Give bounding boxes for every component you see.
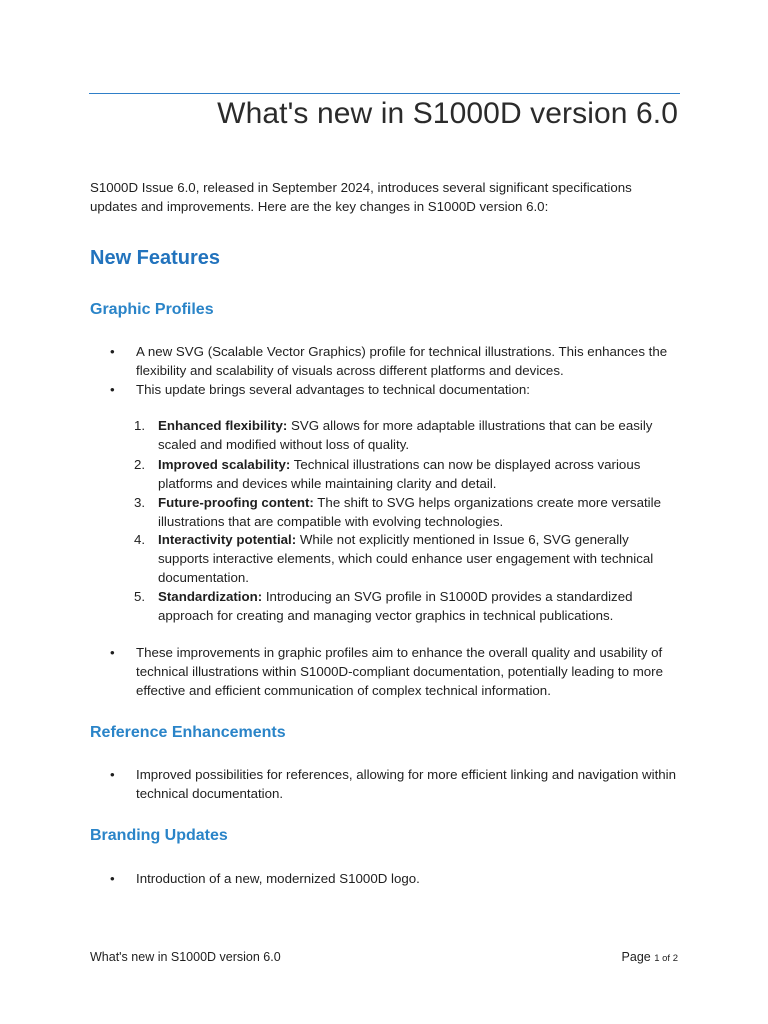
page-of: 1 of 2 bbox=[654, 953, 678, 964]
bullet-glyph: • bbox=[110, 382, 115, 397]
bullet-glyph: • bbox=[110, 645, 115, 660]
item-number: 3. bbox=[134, 495, 146, 510]
item-term: Enhanced flexibility: bbox=[158, 418, 288, 433]
item-text: Introducing an SVG profile in S1000D provides a standardized approach for creating and managing vector graphics in technical publications. bbox=[158, 589, 633, 624]
item-number: 2. bbox=[134, 457, 146, 472]
bullet-text: Improved possibilities for references, allowing for more efficient linking and navigation within technical documentation. bbox=[136, 767, 677, 801]
item-text: Technical illustrations can now be displayed across various platforms and devices while maintaining clarity and detail. bbox=[158, 457, 641, 492]
bullet-text: Introduction of a new, modernized S1000D logo. bbox=[136, 871, 420, 886]
bullet-glyph: • bbox=[110, 344, 115, 359]
document-title: What's new in S1000D version 6.0 bbox=[217, 97, 678, 130]
item-term: Future-proofing content: bbox=[158, 495, 314, 510]
title-rule bbox=[89, 93, 680, 94]
bullet-glyph: • bbox=[110, 767, 115, 782]
new-features-heading: New Features bbox=[90, 247, 221, 269]
bullet-text: A new SVG (Scalable Vector Graphics) profile for technical illustrations. This enhances the flexibility and scalability of visuals across different platforms and devices. bbox=[136, 344, 668, 378]
bullet-text: This update brings several advantages to technical documentation: bbox=[136, 382, 530, 397]
item-text: While not explicitly mentioned in Issue 6, SVG generally supports interactive elements, which could enhance user engagement with technical documentation. bbox=[158, 532, 654, 586]
item-text: The shift to SVG helps organizations create more versatile illustrations that are compatible with evolving technologies. bbox=[158, 495, 661, 530]
reference-enhancements-heading: Reference Enhancements bbox=[90, 724, 286, 741]
footer-title: What's new in S1000D version 6.0 bbox=[90, 950, 281, 964]
bullet-glyph: • bbox=[110, 871, 115, 886]
item-term: Improved scalability: bbox=[158, 457, 291, 472]
bullet-text: These improvements in graphic profiles aim to enhance the overall quality and usability of technical illustrations within S1000D-compliant documentation, potentially leading to more effective and efficient communication of complex technical information. bbox=[136, 645, 663, 698]
item-term: Interactivity potential: bbox=[158, 532, 297, 547]
item-number: 4. bbox=[134, 532, 146, 547]
item-number: 1. bbox=[134, 418, 146, 433]
graphic-profiles-heading: Graphic Profiles bbox=[90, 301, 214, 318]
page-label: Page bbox=[621, 950, 651, 964]
branding-updates-heading: Branding Updates bbox=[90, 827, 228, 844]
item-text: SVG allows for more adaptable illustrations that can be easily scaled and modified without loss of quality. bbox=[158, 418, 653, 453]
item-number: 5. bbox=[134, 589, 146, 604]
page-number bbox=[622, 950, 678, 964]
intro-paragraph: S1000D Issue 6.0, released in September 2024, introduces several significant specifications updates and improvements. Here are the key changes in S1000D version 6.0: bbox=[90, 180, 632, 214]
item-term: Standardization: bbox=[158, 589, 263, 604]
